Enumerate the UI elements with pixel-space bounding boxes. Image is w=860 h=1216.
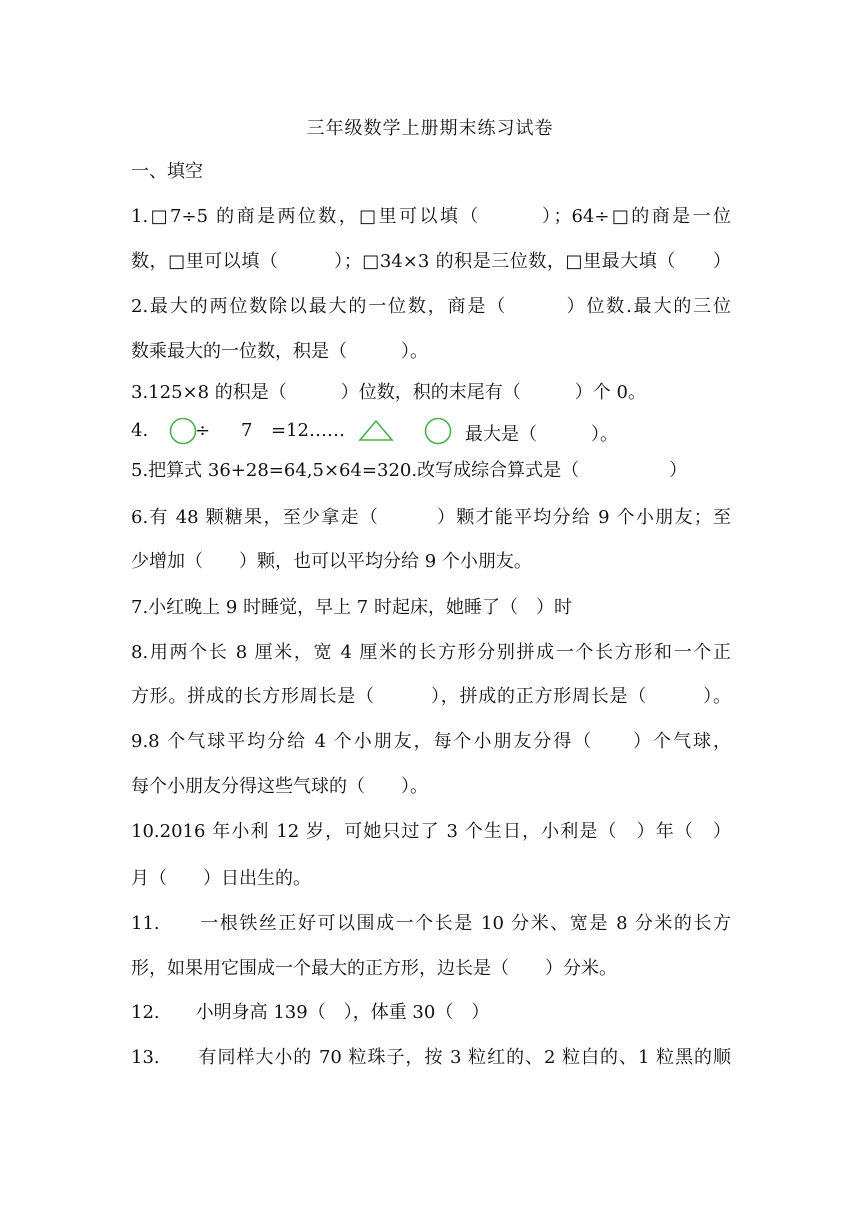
question-line-12: 方形。拼成的长方形周长是（ ），拼成的正方形周长是（ ）。 [131,686,731,707]
question-line-16: 月（ ）日出生的。 [131,868,311,889]
quotient-remainder: =12…… [271,420,345,441]
question-4-number: 4. [131,420,149,441]
page-title: 三年级数学上册期末练习试卷 [306,118,554,139]
question-line-19: 12. 小明身高 139（ ），体重 30（ ） [131,1002,490,1023]
section-heading: 一、填空 [131,161,203,182]
divisor-seven: 7 [241,420,253,441]
question-line-14: 每个小朋友分得这些气球的（ ）。 [131,776,428,797]
question-line-1: 1.□7÷5 的商是两位数，□里可以填（ ）；64÷□的商是一位 [131,206,731,227]
question-line-2: 数，□里可以填（ ）；□34×3 的积是三位数，□里最大填（ ） [131,251,731,272]
circle-icon [424,417,452,445]
question-line-15: 10.2016 年小利 12 岁，可她只过了 3 个生日，小利是（ ）年（ ） [131,821,731,842]
question-line-4: 数乘最大的一位数，积是（ ）。 [131,341,428,362]
question-line-11: 8.用两个长 8 厘米，宽 4 厘米的长方形分别拼成一个长方形和一个正 [131,642,731,663]
question-4-row [131,417,731,447]
question-line-5: 3.125×8 的积是（ ）位数，积的末尾有（ ）个 0。 [131,382,646,403]
question-line-3: 2.最大的两位数除以最大的一位数，商是（ ）位数.最大的三位 [131,296,731,317]
question-line-7: 5.把算式 36+28=64,5×64=320.改写成综合算式是（ ） [131,460,688,481]
question-line-9: 少增加（ ）颗，也可以平均分给 9 个小朋友。 [131,551,532,572]
question-line-20: 13. 有同样大小的 70 粒珠子，按 3 粒红的、2 粒白的、1 粒黑的顺 [131,1047,731,1068]
question-line-13: 9.8 个气球平均分给 4 个小朋友，每个小朋友分得（ ）个气球， [131,731,731,752]
question-line-10: 7.小红晚上 9 时睡觉，早上 7 时起床，她睡了（ ）时 [131,597,572,618]
division-sign: ÷ [195,420,211,441]
question-4-tail: 最大是（ ）。 [465,424,618,445]
question-line-18: 形，如果用它围成一个最大的正方形，边长是（ ）分米。 [131,958,617,979]
question-line-17: 11. 一根铁丝正好可以围成一个长是 10 分米、宽是 8 分米的长方 [131,913,731,934]
circle-icon [169,417,197,445]
triangle-icon [358,419,394,443]
question-line-8: 6.有 48 颗糖果，至少拿走（ ）颗才能平均分给 9 个小朋友；至 [131,507,731,528]
